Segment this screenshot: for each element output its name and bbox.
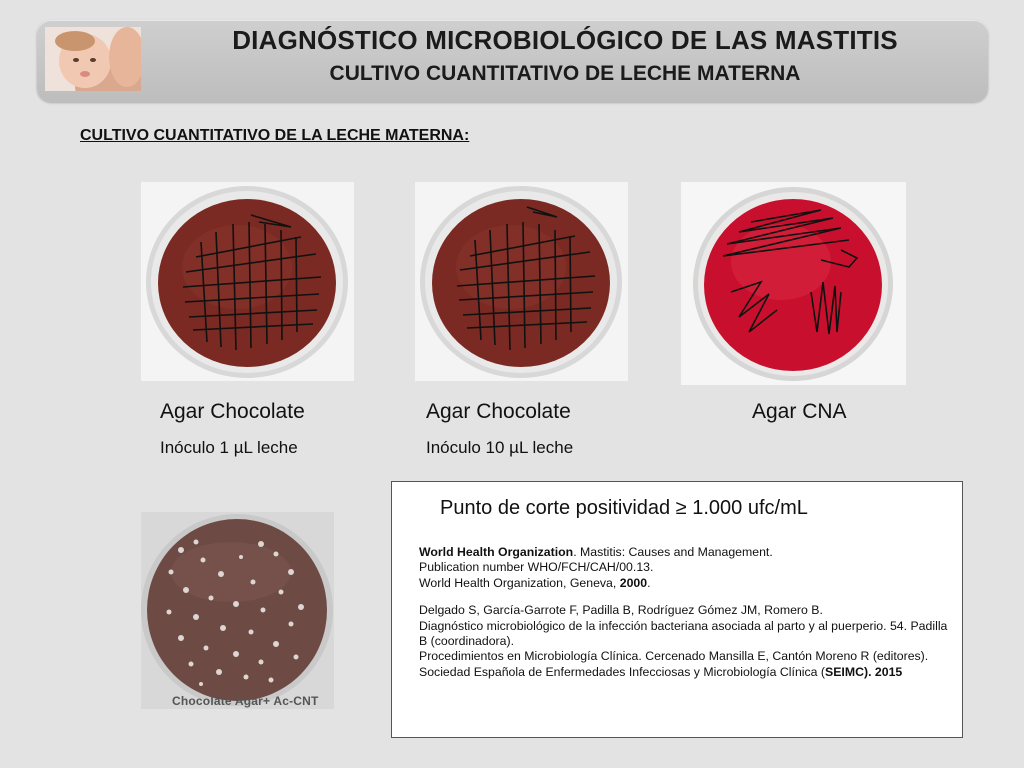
baby-photo bbox=[45, 27, 141, 91]
plate-2-detail: Inóculo 10 µL leche bbox=[426, 438, 574, 457]
reference-box bbox=[391, 481, 963, 738]
section-heading: CULTIVO CUANTITATIVO DE LA LECHE MATERNA: bbox=[80, 127, 470, 144]
plate-1-detail: Inóculo 1 µL leche bbox=[160, 438, 298, 457]
plate-chocolate-2-image bbox=[415, 182, 628, 381]
plate-3-name: Agar CNA bbox=[752, 400, 847, 423]
plate-1-name: Agar Chocolate bbox=[160, 400, 305, 423]
reference-list bbox=[419, 545, 949, 680]
cutoff-statement: Punto de corte positividad ≥ 1.000 ufc/mL bbox=[440, 497, 808, 519]
reference-who-org: World Health Organization bbox=[419, 545, 574, 559]
reference-seimc: Delgado S, García-Garrote F, Padilla B, Rodríguez Gómez JM, Romero B. Diagnóstico microbiológico de la infección bacteriana asociada al parto y al puerperio. 54. Padilla B (coordinadora). Procedimientos en Microbiología Clínica. Cercenado Mansilla E, Cantón Moreno R (editores). Sociedad Española de Enfermedades Infecciosas y Microbiología Clínica (SEIMC). 2015 bbox=[419, 603, 948, 679]
plate-2-name: Agar Chocolate bbox=[426, 400, 571, 423]
reference-who: World Health Organization. Mastitis: Causes and Management. Publication number WHO/FCH/CAH/00.13. World Health Organization, Geneva, 2000. bbox=[419, 545, 773, 590]
colony-plate-caption: Chocolate Agar+ Ac-CNT bbox=[172, 694, 319, 708]
plate-cna-image bbox=[681, 182, 906, 385]
colony-plate-image bbox=[141, 512, 334, 709]
page-subtitle: CULTIVO CUANTITATIVO DE LECHE MATERNA bbox=[329, 62, 801, 85]
plate-chocolate-1-image bbox=[141, 182, 354, 381]
page-title: DIAGNÓSTICO MICROBIOLÓGICO DE LAS MASTITIS bbox=[232, 25, 898, 55]
